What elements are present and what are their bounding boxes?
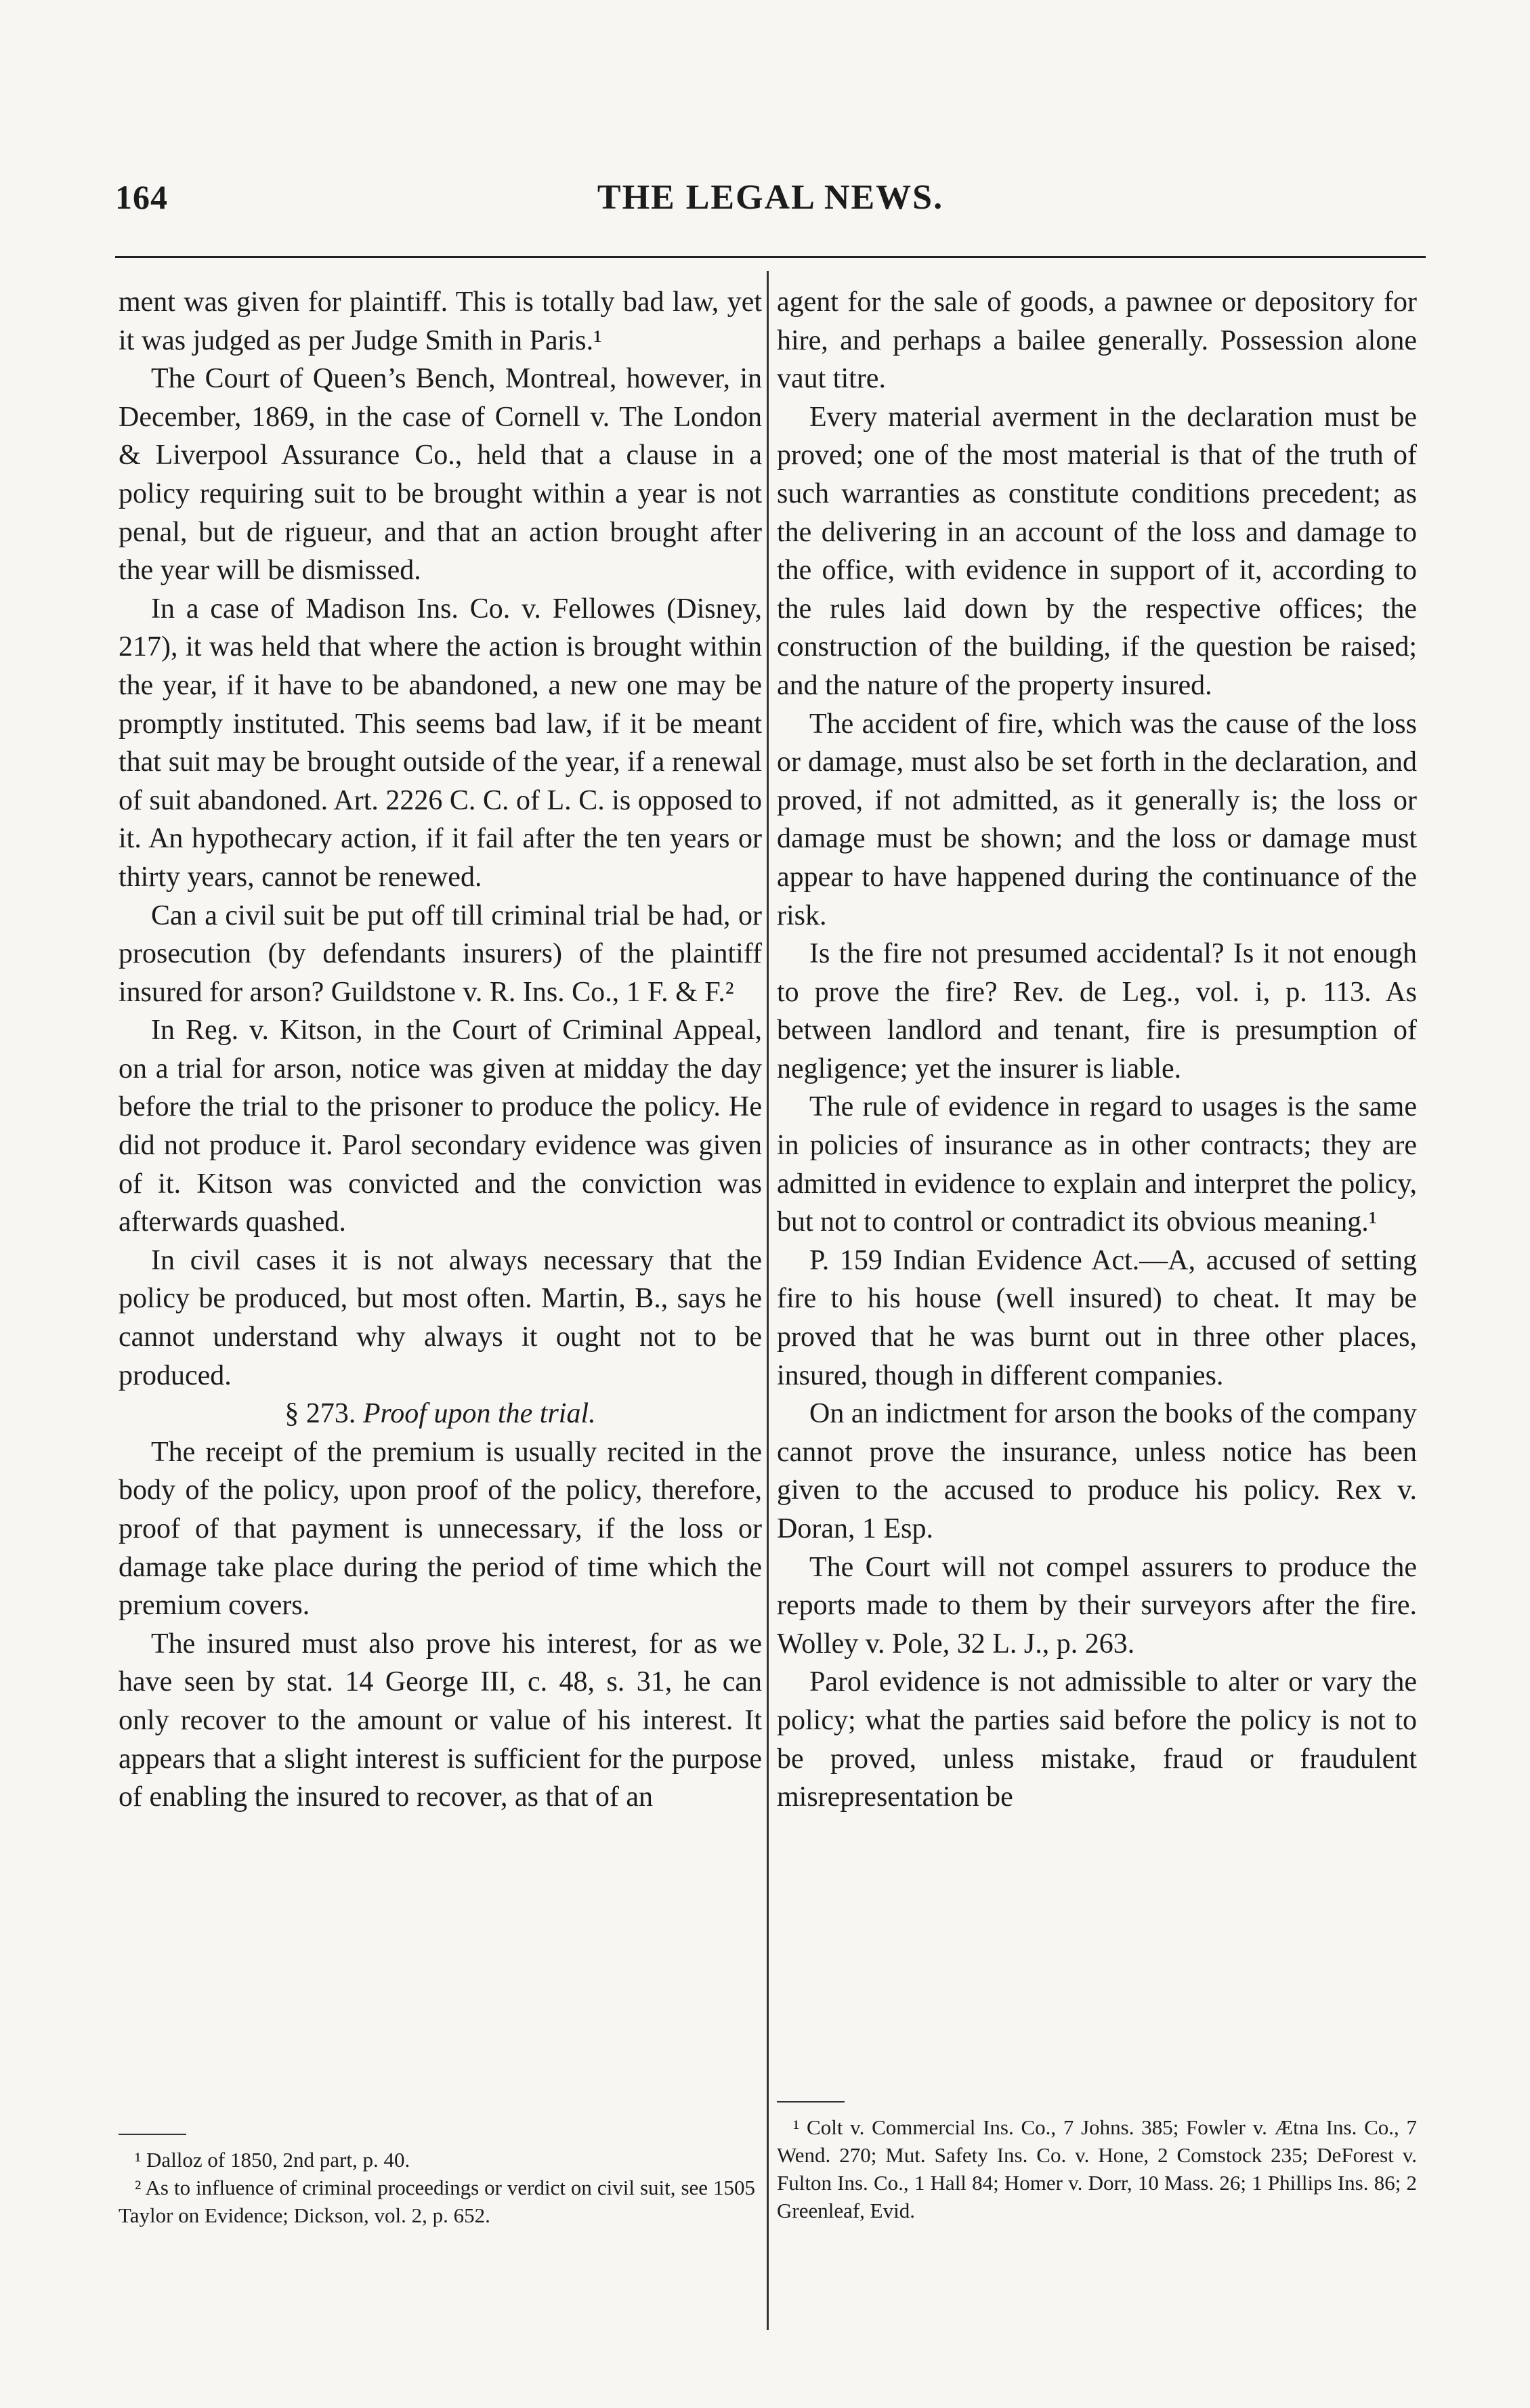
- page-number: 164: [115, 178, 168, 216]
- paragraph: Is the fire not presumed accidental? Is it not enough to prove the fire? Rev. de Leg., vol. i, p. 113. As between landlord and tenant, fire is presumption of negligence; yet the insurer is liable.: [777, 938, 1417, 1084]
- footnotes-left: [119, 2146, 755, 2229]
- footnote-rule-right: [777, 2101, 845, 2103]
- paragraph: In Reg. v. Kitson, in the Court of Criminal Appeal, on a trial for arson, notice was given at midday the day before the trial to the prisoner to produce the policy. He did not produce it. Parol secondary evidence was given of it. Kitson was convicted and the conviction was afterwards quashed.: [119, 1015, 762, 1238]
- left-column: [119, 283, 762, 1817]
- paragraph: In civil cases it is not always necessary that the policy be produced, but most often. Martin, B., says he cannot understand why always it ought not to be produced.: [119, 1244, 762, 1391]
- paragraph: Can a civil suit be put off till criminal trial be had, or prosecution (by defendants insurers) of the plaintiff insured for arson? Guildstone v. R. Ins. Co., 1 F. & F.²: [119, 900, 762, 1008]
- footnote-rule-left: [119, 2134, 186, 2135]
- paragraph: Parol evidence is not admissible to alter or vary the policy; what the parties said before the policy is not to be proved, unless mistake, fraud or fraudulent misrepresentation be: [777, 1666, 1417, 1813]
- footnote: ¹ Dalloz of 1850, 2nd part, p. 40.: [135, 2148, 410, 2172]
- page-header: [115, 177, 1426, 232]
- paragraph: The Court will not compel assurers to produce the reports made to them by their surveyors after the fire. Wolley v. Pole, 32 L. J., p. 263.: [777, 1551, 1417, 1660]
- paragraph: P. 159 Indian Evidence Act.—A, accused of setting fire to his house (well insured) to cheat. It may be proved that he was burnt out in three other places, insured, though in different companies.: [777, 1244, 1417, 1391]
- paragraph: agent for the sale of goods, a pawnee or depository for hire, and perhaps a bailee generally. Possession alone vaut titre.: [777, 287, 1417, 395]
- paragraph: On an indictment for arson the books of the company cannot prove the insurance, unless notice has been given to the accused to produce his policy. Rex v. Doran, 1 Esp.: [777, 1398, 1417, 1544]
- section-number: § 273.: [284, 1398, 356, 1430]
- paragraph: The receipt of the premium is usually recited in the body of the policy, upon proof of the policy, therefore, proof of that payment is unnecessary, if the loss or damage take place during the period of time which the premium covers.: [119, 1436, 762, 1622]
- paragraph: The rule of evidence in regard to usages is the same in policies of insurance as in other contracts; they are admitted in evidence to explain and interpret the policy, but not to control or contradict its obvious meaning.¹: [777, 1091, 1417, 1238]
- header-rule: [115, 256, 1426, 258]
- paragraph: In a case of Madison Ins. Co. v. Fellowes (Disney, 217), it was held that where the action is brought within the year, if it have to be abandoned, a new one may be promptly instituted. This seems bad law, if it be meant that suit may be brought outside of the year, if a renewal of suit abandoned. Art. 2226 C. C. of L. C. is opposed to it. An hypothecary action, if it fail after the ten years or thirty years, cannot be renewed.: [119, 593, 762, 893]
- footnote: ¹ Colt v. Commercial Ins. Co., 7 Johns. 385; Fowler v. Ætna Ins. Co., 7 Wend. 270; Mut. Safety Ins. Co. v. Hone, 2 Comstock 235; DeForest v. Fulton Ins. Co., 1 Hall 84; Homer v. Dorr, 10 Mass. 26; 1 Phillips Ins. 86; 2 Greenleaf, Evid.: [777, 2115, 1417, 2222]
- section-title: Proof upon the trial.: [362, 1398, 596, 1430]
- section-heading: [119, 1395, 762, 1433]
- column-divider: [767, 271, 769, 2330]
- paragraph: ment was given for plaintiff. This is totally bad law, yet it was judged as per Judge Smith in Paris.¹: [119, 287, 762, 356]
- footnote: ² As to influence of criminal proceedings or verdict on civil suit, see 1505 Taylor on Evidence; Dickson, vol. 2, p. 652.: [119, 2176, 755, 2227]
- paragraph: The Court of Queen’s Bench, Montreal, however, in December, 1869, in the case of Cornell v. The London & Liverpool Assurance Co., held that a clause in a policy requiring suit to be brought within a year is not penal, but de rigueur, and that an action brought after the year will be dismissed.: [119, 363, 762, 587]
- footnotes-right: [777, 2113, 1417, 2224]
- paragraph: The accident of fire, which was the cause of the loss or damage, must also be set forth in the declaration, and proved, if not admitted, as it generally is; the loss or damage must be shown; and the loss or damage must appear to have happened during the continuance of the risk.: [777, 708, 1417, 931]
- running-title: THE LEGAL NEWS.: [597, 178, 944, 217]
- paragraph: The insured must also prove his interest, for as we have seen by stat. 14 George III, c. 48, s. 31, he can only recover to the amount or value of his interest. It appears that a slight interest is sufficient for the purpose of enabling the insured to recover, as that of an: [119, 1628, 762, 1813]
- right-column: [777, 283, 1417, 1817]
- paragraph: Every material averment in the declaration must be proved; one of the most material is that of the truth of such warranties as constitute conditions precedent; as the delivering in an account of the loss and damage to the office, with evidence in support of it, according to the rules laid down by the respective offices; the construction of the building, if the question be raised; and the nature of the property insured.: [777, 401, 1417, 701]
